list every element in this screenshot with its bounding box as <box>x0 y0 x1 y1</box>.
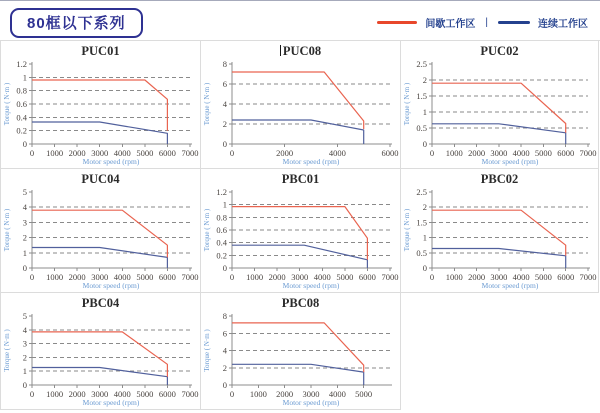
y-tick-label: 1.5 <box>416 91 427 101</box>
chart-row <box>1 293 600 410</box>
y-tick-label: 0.4 <box>16 112 27 123</box>
x-tick-label: 7000 <box>181 389 199 399</box>
legend <box>377 15 588 30</box>
y-tick-label: 1 <box>422 232 427 243</box>
y-tick-label: 0.5 <box>416 247 427 258</box>
x-tick-label: 2000 <box>276 148 294 158</box>
x-tick-label: 6000 <box>158 272 176 282</box>
y-tick-label: 0 <box>222 139 227 149</box>
x-tick-label: 5000 <box>136 389 154 399</box>
y-tick-label: 4 <box>22 202 27 213</box>
chart-cell-pbc08 <box>201 293 401 410</box>
x-tick-label: 5000 <box>534 148 552 158</box>
y-axis-label: Torque ( N·m ) <box>3 329 11 372</box>
series-intermittent <box>32 80 167 131</box>
x-tick-label: 4000 <box>113 272 131 282</box>
x-tick-label: 0 <box>429 148 435 158</box>
y-tick-label: 0.6 <box>216 225 227 235</box>
x-tick-label: 2000 <box>468 272 486 282</box>
x-tick-label: 5000 <box>534 272 552 282</box>
y-tick-label: 0.2 <box>216 250 227 261</box>
y-tick-label: 2.5 <box>416 59 427 69</box>
x-tick-label: 4000 <box>328 389 346 399</box>
x-tick-label: 6000 <box>158 148 176 158</box>
x-tick-label: 1000 <box>46 389 64 399</box>
y-tick-label: 1.5 <box>416 217 427 228</box>
y-tick-label: 4 <box>22 324 27 335</box>
x-tick-label: 3000 <box>91 272 109 282</box>
y-tick-label: 1 <box>422 107 427 117</box>
x-tick-label: 0 <box>229 389 235 399</box>
chart-row <box>1 169 600 293</box>
x-tick-label: 7000 <box>579 148 597 158</box>
y-tick-label: 0 <box>222 263 227 273</box>
x-tick-label: 4000 <box>113 389 131 399</box>
chart-title: PUC08 <box>201 41 400 59</box>
x-tick-label: 0 <box>29 148 35 158</box>
x-tick-label: 7000 <box>181 272 199 282</box>
x-tick-label: 2000 <box>68 272 86 282</box>
x-tick-label: 1000 <box>249 389 267 399</box>
y-tick-label: 1 <box>22 72 27 83</box>
y-tick-label: 0 <box>22 380 27 390</box>
series-continuous <box>32 368 167 386</box>
y-axis-label: Torque ( N·m ) <box>3 208 11 252</box>
x-tick-label: 0 <box>29 389 35 399</box>
x-tick-label: 2000 <box>468 148 486 158</box>
x-tick-label: 1000 <box>445 272 463 282</box>
chart-title: PBC04 <box>81 296 120 310</box>
x-tick-label: 5000 <box>136 148 154 158</box>
x-tick-label: 6000 <box>158 389 176 399</box>
x-tick-label: 0 <box>229 272 235 282</box>
y-tick-label: 6 <box>222 328 227 339</box>
chart-title: PUC02 <box>480 44 519 58</box>
x-tick-label: 7000 <box>579 272 597 282</box>
y-tick-label: 0 <box>22 263 27 273</box>
y-tick-label: 1.2 <box>216 187 227 197</box>
x-tick-label: 2000 <box>268 272 286 282</box>
x-tick-label: 6000 <box>358 272 376 282</box>
x-tick-label: 5000 <box>336 272 354 282</box>
empty-cell <box>401 293 599 410</box>
y-tick-label: 8 <box>222 59 227 69</box>
x-tick-label: 1000 <box>46 148 64 158</box>
y-axis-label: Torque ( N·m ) <box>403 82 411 126</box>
y-tick-label: 2 <box>222 119 227 129</box>
y-tick-label: 0.5 <box>416 123 427 133</box>
x-axis-label: Motor speed (rpm) <box>282 281 340 290</box>
y-tick-label: 3 <box>22 217 27 228</box>
y-tick-label: 0 <box>222 380 227 390</box>
x-axis-label: Motor speed (rpm) <box>282 398 340 407</box>
y-axis-label: Torque ( N·m ) <box>203 82 211 126</box>
chart-cell-puc08 <box>201 41 401 169</box>
y-tick-label: 4 <box>222 345 227 356</box>
y-tick-label: 0.2 <box>16 125 27 136</box>
chart-title: PBC08 <box>281 296 320 310</box>
y-tick-label: 2 <box>222 362 227 373</box>
y-axis-label: Torque ( N·m ) <box>203 208 211 252</box>
chart-cell-puc02 <box>401 41 599 169</box>
chart-canvas <box>201 187 400 291</box>
y-tick-label: 0.4 <box>216 237 227 248</box>
chart-canvas <box>201 311 400 408</box>
y-tick-label: 2.5 <box>416 187 427 197</box>
x-tick-label: 6000 <box>557 272 575 282</box>
chart-row <box>1 41 600 169</box>
y-tick-label: 3 <box>22 338 27 349</box>
x-axis-label: Motor speed (rpm) <box>481 281 539 290</box>
y-axis-label: Torque ( N·m ) <box>403 208 411 252</box>
legend-separator: | <box>485 17 488 28</box>
chart-canvas <box>401 59 598 167</box>
chart-cell-pbc02 <box>401 169 599 293</box>
series-intermittent <box>32 210 167 257</box>
y-tick-label: 0 <box>422 263 427 273</box>
chart-title: PBC02 <box>480 172 519 186</box>
y-tick-label: 1 <box>22 366 27 377</box>
text-caret <box>280 45 281 56</box>
series-continuous <box>32 122 167 144</box>
chart-canvas <box>1 311 200 408</box>
top-bar <box>0 1 600 40</box>
series-continuous <box>432 249 566 269</box>
chart-cell-pbc04 <box>1 293 201 410</box>
x-tick-label: 0 <box>229 148 235 158</box>
x-tick-label: 3000 <box>91 148 109 158</box>
x-tick-label: 4000 <box>328 148 346 158</box>
y-tick-label: 2 <box>422 75 427 85</box>
legend-intermittent-label: 间歇工作区 <box>425 19 476 30</box>
x-axis-label: Motor speed (rpm) <box>82 281 140 290</box>
x-tick-label: 6000 <box>557 148 575 158</box>
x-tick-label: 3000 <box>291 272 309 282</box>
x-tick-label: 0 <box>29 272 35 282</box>
x-tick-label: 3000 <box>91 389 109 399</box>
y-tick-label: 6 <box>222 79 227 89</box>
chart-title: PBC01 <box>281 172 320 186</box>
x-tick-label: 1000 <box>246 272 264 282</box>
x-tick-label: 4000 <box>313 272 331 282</box>
x-tick-label: 7000 <box>381 272 399 282</box>
x-tick-label: 3000 <box>490 148 508 158</box>
x-tick-label: 5000 <box>355 389 373 399</box>
y-tick-label: 2 <box>22 232 27 243</box>
chart-canvas <box>1 59 200 167</box>
x-tick-label: 4000 <box>512 148 530 158</box>
x-tick-label: 5000 <box>136 272 154 282</box>
x-tick-label: 2000 <box>68 148 86 158</box>
x-tick-label: 3000 <box>490 272 508 282</box>
series-intermittent <box>432 83 566 133</box>
y-tick-label: 5 <box>22 311 27 321</box>
y-tick-label: 0 <box>22 139 27 149</box>
legend-continuous-label: 连续工作区 <box>538 19 588 30</box>
series-continuous <box>232 245 367 268</box>
chart-grid <box>0 40 600 410</box>
y-tick-label: 5 <box>22 187 27 197</box>
chart-title: PUC04 <box>81 172 120 186</box>
y-tick-label: 2 <box>22 352 27 363</box>
x-tick-label: 0 <box>429 272 435 282</box>
series-title-badge: 80框以下系列 <box>10 8 143 38</box>
y-tick-label: 1 <box>22 247 27 258</box>
x-axis-label: Motor speed (rpm) <box>82 157 140 166</box>
x-tick-label: 7000 <box>181 148 199 158</box>
continuous-line-swatch <box>498 21 530 24</box>
x-axis-label: Motor speed (rpm) <box>82 398 140 407</box>
x-tick-label: 3000 <box>302 389 320 399</box>
y-tick-label: 1.2 <box>16 59 27 69</box>
x-tick-label: 2000 <box>68 389 86 399</box>
x-tick-label: 1000 <box>445 148 463 158</box>
x-tick-label: 4000 <box>512 272 530 282</box>
series-intermittent <box>32 332 167 377</box>
chart-cell-pbc01 <box>201 169 401 293</box>
chart-canvas <box>201 59 400 167</box>
y-tick-label: 1 <box>222 199 227 210</box>
y-tick-label: 8 <box>222 311 227 321</box>
chart-cell-puc04 <box>1 169 201 293</box>
chart-canvas <box>401 187 598 291</box>
chart-cell-puc01 <box>1 41 201 169</box>
intermittent-line-swatch <box>377 21 417 24</box>
x-axis-label: Motor speed (rpm) <box>481 157 539 166</box>
y-tick-label: 0.8 <box>216 212 227 223</box>
series-continuous <box>432 124 566 144</box>
x-tick-label: 1000 <box>46 272 64 282</box>
series-continuous <box>32 248 167 269</box>
x-tick-label: 6000 <box>381 148 399 158</box>
chart-title: PUC01 <box>81 44 120 58</box>
y-axis-label: Torque ( N·m ) <box>3 82 11 126</box>
series-intermittent <box>232 207 367 260</box>
y-tick-label: 0.8 <box>16 85 27 96</box>
chart-canvas <box>1 187 200 291</box>
y-tick-label: 2 <box>422 202 427 213</box>
y-tick-label: 4 <box>222 99 227 109</box>
x-axis-label: Motor speed (rpm) <box>282 157 340 166</box>
x-tick-label: 4000 <box>113 148 131 158</box>
y-tick-label: 0.6 <box>16 99 27 109</box>
x-tick-label: 2000 <box>276 389 294 399</box>
y-axis-label: Torque ( N·m ) <box>203 329 211 372</box>
y-tick-label: 0 <box>422 139 427 149</box>
